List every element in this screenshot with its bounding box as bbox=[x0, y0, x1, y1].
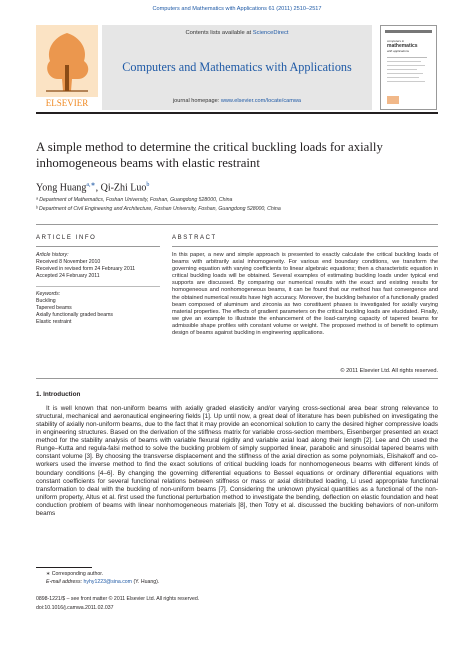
history-item: Received in revised form 24 February 2011 bbox=[36, 266, 136, 272]
article-info-heading: ARTICLE INFO bbox=[36, 235, 97, 241]
contents-prefix: Contents lists available at bbox=[185, 30, 253, 36]
journal-banner bbox=[102, 25, 372, 110]
keyword: Tapered beams bbox=[36, 305, 72, 311]
svg-text:computers &: computers & bbox=[387, 39, 404, 43]
email-suffix: (Y. Huang). bbox=[132, 579, 160, 585]
author-list bbox=[36, 181, 149, 193]
email-link[interactable]: hyhy1223@sina.com bbox=[83, 579, 133, 585]
abstract-divider bbox=[172, 246, 438, 247]
author-name: Yong Huang bbox=[36, 182, 87, 194]
journal-masthead bbox=[36, 25, 438, 115]
abstract-heading: ABSTRACT bbox=[172, 235, 217, 241]
header-divider bbox=[36, 224, 438, 225]
abstract-bottom-divider bbox=[36, 378, 438, 379]
abstract-text: In this paper, a new and simple approach is presented to exactly calculate the critical buckling loads of beams with arbitrarily axial inhomogeneity. For various end boundary conditions, we transform the governing equation with varying coefficients to linear algebraic equations; then a characteristic equation in critical buckling loads will be obtained. Several examples of estimating buckling loads under typical end supports are discussed. By comparing our numerical results with the exact and existing results for homogeneous and nonhomogeneous beams, it can be found that our method has fast convergence and the obtained numerical results have high accuracy. Moreover, the buckling behavior of a functionally graded beam composed of aluminum and zirconia as two constituent phases is investigated for axially varying material properties. The effects of gradient parameters on the critical buckling loads are elucidated. Finally, we give an example to illustrate the enhancement of the load-carrying capacity of tapered beams for admissible shape profiles with constant volume or weight. The proposed method is of benefit to optimum design of beams against buckling in engineering applications. bbox=[172, 252, 438, 337]
journal-cover-icon bbox=[381, 26, 436, 109]
affiliation-a: ᵃ Department of Mathematics, Foshan University, Foshan, Guangdong 528000, China bbox=[36, 197, 233, 203]
affiliation-b: ᵇ Department of Civil Engineering and Architecture, Foshan University, Foshan, Guangdong 528000, China bbox=[36, 206, 281, 212]
masthead-divider bbox=[36, 112, 438, 114]
homepage-prefix: journal homepage: bbox=[172, 98, 221, 104]
keyword: Elastic restraint bbox=[36, 319, 72, 325]
keyword: Buckling bbox=[36, 298, 56, 304]
doi-link[interactable]: doi:10.1016/j.camwa.2011.02.037 bbox=[36, 605, 114, 611]
author-affiliation-marker[interactable]: b bbox=[146, 182, 150, 188]
sciencedirect-link[interactable]: ScienceDirect bbox=[252, 30, 289, 36]
journal-cover-thumbnail bbox=[380, 25, 437, 110]
elsevier-logo bbox=[36, 25, 98, 110]
history-label: Article history: bbox=[36, 252, 69, 258]
publisher-wordmark: ELSEVIER bbox=[45, 98, 89, 108]
email-label: E-mail address: bbox=[46, 579, 84, 585]
footnote-divider bbox=[36, 567, 92, 568]
copyright-notice: © 2011 Elsevier Ltd. All rights reserved. bbox=[340, 368, 438, 374]
svg-text:mathematics: mathematics bbox=[387, 43, 418, 49]
keyword: Axially functionally graded beams bbox=[36, 312, 113, 318]
keywords-label: Keywords: bbox=[36, 291, 61, 297]
author-affiliation-marker[interactable]: a,∗ bbox=[86, 182, 96, 188]
elsevier-tree-icon bbox=[36, 25, 98, 110]
article-info-divider bbox=[36, 246, 160, 247]
journal-homepage bbox=[102, 98, 372, 104]
email-footnote bbox=[46, 579, 159, 585]
history-item: Received 8 November 2010 bbox=[36, 259, 101, 265]
journal-name: Computers and Mathematics with Applications bbox=[122, 60, 352, 74]
info-separator bbox=[36, 286, 160, 287]
svg-text:with applications: with applications bbox=[387, 49, 410, 53]
homepage-link[interactable]: www.elsevier.com/locate/camwa bbox=[220, 98, 302, 104]
section-heading-introduction: 1. Introduction bbox=[36, 391, 81, 398]
author-name: Qi-Zhi Luo bbox=[100, 182, 147, 194]
contents-availability bbox=[102, 30, 372, 36]
author-separator: , bbox=[95, 182, 101, 194]
corresponding-author-note: ∗ Corresponding author. bbox=[46, 571, 104, 577]
article-title: A simple method to determine the critical buckling loads for axially inhomogeneous beams with elastic restraint bbox=[36, 140, 383, 170]
introduction-text: It is well known that non-uniform beams with axially graded elasticity and/or varying cross-sectional area bear strong relevance to structural, mechanical and aeronautical engineering fields [1]. Up until now, a great deal of literature has been published on investigating the stability of axially non-uniform beams, due to the fact that it may provide an economical solution to carry the desired higher compressive loads in engineering structures. Based on the derivation of the stiffness matrix for variable cross-section members, Eisenberger presented an exact method for the stability analysis of beams with variable flexural rigidity and variable axial load along their length [2]. Lee and Oh used the Runge–Kutta and regula-falsi method to solve the buckling problem of simply supported linear, parabolic and sinusoidal tapered beams with constant volume [3]. By choosing the transverse displacement and the stiffness of the axial direction as some polynomials, Elishakoff and co-workers used the inverse method to find the exact solutions of critical buckling loads for nonhomogeneous beams with different kinds of boundary conditions [4–6]. By changing the governing differential equations to Bessel equations or ordinary differential equations with constant coefficients for several functional relations between stiffness or mass or axial distributed loading, Li used appropriate functional transformation to deal with the buckling of non-uniform beams [7]. Considering the unknown physical quantities as a functional of the non-uniform property, Altus et al. first used the functional perturbation method to investigate the bending, deflection on elastic foundation and heat conduction problem of beams with linear nonhomogeneous materials [8], then Totry et al. discussed the buckling behaviors of non-uniform beams bbox=[36, 405, 438, 517]
running-head: Computers and Mathematics with Applications 61 (2011) 2510–2517 bbox=[152, 6, 322, 12]
issn-line: 0898-1221/$ – see front matter © 2011 Elsevier Ltd. All rights reserved. bbox=[36, 596, 200, 602]
history-item: Accepted 24 February 2011 bbox=[36, 273, 100, 279]
